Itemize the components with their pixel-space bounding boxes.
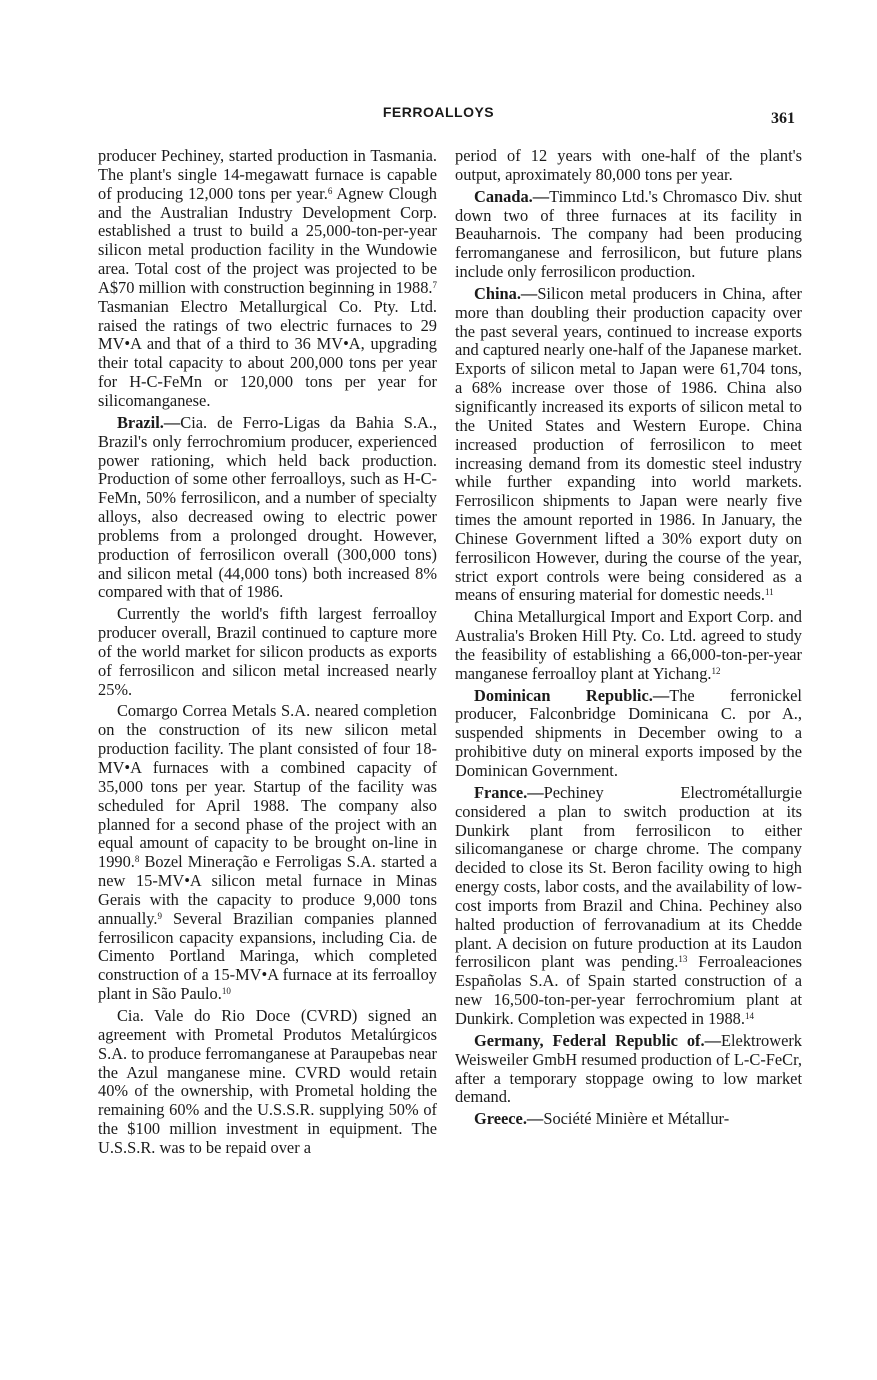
- left-column: [98, 147, 437, 1161]
- paragraph-text: Cia. Vale do Rio Doce (CVRD) signed an agreement with Prometal Produtos Metalúrgicos S.A. to produce ferromanganese at Paraupebas near the Azul manganese mine. CVRD would retain 40% of the ownership, with Prometal holding the remaining 60% and the U.S.S.R. supplying 50% of the $100 million investment in equipment. The U.S.S.R. was to be repaid over a: [98, 1005, 437, 1157]
- paragraph: [455, 687, 802, 781]
- section-heading: Canada.—: [474, 186, 550, 206]
- paragraph: [455, 147, 802, 185]
- section-heading: China.—: [474, 283, 538, 303]
- paragraph-text: China Metallurgical Import and Export Corp. and Australia's Broken Hill Pty. Co. Ltd. agreed to study the feasibility of establishing a 66,000-ton-per-year manganese ferroalloy plant at Yichang.: [455, 607, 802, 683]
- footnote-ref: 14: [744, 1010, 754, 1021]
- paragraph-text: Agnew Clough and the Australian Industry Development Corp. established a trust to build a 25,000-ton-per-year silicon metal production facility in the Wundowie area. Total cost of the project was projected to be A$70 million with construction beginning in 1988.: [98, 183, 437, 297]
- paragraph: [455, 1032, 802, 1107]
- paragraph-text: Tasmanian Electro Metallurgical Co. Pty. Ltd. raised the ratings of two electric furnaces to 29 MV•A and that of a third to 36 MV•A, upgrading their total capacity to about 200,000 tons per year for H-C-FeMn or 120,000 tons per year for silicomanganese.: [98, 296, 437, 410]
- paragraph-text: Elektrowerk Weisweiler GmbH resumed production of L-C-FeCr, after a temporary stoppage owing to low market demand.: [455, 1030, 802, 1107]
- paragraph-text: Silicon metal producers in China, after more than doubling their production capacity over the past several years, continued to increase exports and captured nearly one-half of the Japanese market. Exports of silicon metal to Japan were 61,704 tons, a 68% increase over those of 1986. China also significantly increased its exports of silicon metal to the United States and Western Europe. China increased production of ferrosilicon to meet increasing demand from its domestic steel industry while further expanding into world markets. Ferrosilicon shipments to Japan were nearly five times the amount reported in 1986. In January, the Chinese Government lifted a 30% export duty on ferrosilicon However, during the course of the year, strict export controls were being considered as a means of ensuring material for domestic needs.: [455, 283, 802, 605]
- paragraph-text: Comargo Correa Metals S.A. neared completion on the construction of its new silicon metal production facility. The plant consisted of four 18-MV•A furnaces with a combined capacity of 35,000 tons per year. Startup of the facility was scheduled for April 1988. The company also planned for a second phase of the project with an equal amount of capacity to be brought on-line in 1990.: [98, 701, 437, 872]
- paragraph-text: Currently the world's fifth largest ferroalloy producer overall, Brazil continued to capture more of the world market for silicon products as exports of ferrosilicon and silicon metal increased nearly 25%.: [98, 604, 437, 699]
- paragraph: [98, 414, 437, 602]
- footnote-ref: 7: [432, 279, 437, 290]
- paragraph-text: Several Brazilian companies planned ferrosilicon capacity expansions, including Cia. de Cimento Portland Maringa, which completed construction of a 15-MV•A furnace at its ferroalloy plant in São Paulo.: [98, 908, 437, 1004]
- footnote-ref: 9: [157, 910, 162, 921]
- paragraph: [455, 608, 802, 683]
- paragraph: [455, 285, 802, 605]
- paragraph-text: Ferroaleaciones Españolas S.A. of Spain started construction of a new 16,500-ton-per-year ferrochromium plant at Dunkirk. Completion was expected in 1988.: [455, 952, 802, 1028]
- section-heading: France.—: [474, 782, 544, 802]
- page-number: 361: [771, 110, 795, 127]
- paragraph: [98, 702, 437, 1004]
- footnote-ref: 10: [221, 986, 231, 997]
- section-heading: Brazil.—: [117, 412, 181, 432]
- paragraph: [98, 147, 437, 411]
- footnote-ref: 13: [678, 954, 688, 965]
- paragraph-text: The ferronickel producer, Falconbridge Dominicana C. por A., suspended shipments in December owing to a prohibitive duty on mineral exports imposed by the Dominican Government.: [455, 685, 802, 780]
- footnote-ref: 11: [764, 587, 774, 598]
- paragraph: [98, 1007, 437, 1158]
- paragraph: [455, 1110, 802, 1129]
- paragraph-text: period of 12 years with one-half of the plant's output, aproximately 80,000 tons per year.: [455, 146, 802, 184]
- paragraph-text: Société Minière et Métallur-: [543, 1109, 730, 1129]
- running-title: FERROALLOYS: [382, 104, 495, 120]
- section-heading: Greece.—: [474, 1109, 544, 1129]
- right-column: [455, 147, 802, 1132]
- paragraph-text: Pechiney Electrométallurgie considered a plan to switch production at its Dunkirk plant from ferrosilicon to either silicomanganese or charge chrome. The company decided to close its St. Beron facility owing to high energy costs, labor costs, and the availability of low-cost imports from Brazil and China. Pechiney also halted production of ferrovanadium at its Chedde plant. A decision on future production at its Laudon ferrosilicon plant was pending.: [455, 782, 802, 972]
- paragraph-text: Cia. de Ferro-Ligas da Bahia S.A., Brazil's only ferrochromium producer, experienced power rationing, which held back production. Production of some other ferroalloys, such as H-C-FeMn, 50% ferrosilicon, and a number of specialty alloys, also decreased owing to electric power problems from a prolonged drought. However, production of ferrosilicon overall (300,000 tons) and silicon metal (44,000 tons) both increased 8% compared with that of 1986.: [98, 412, 437, 602]
- paragraph-text: Bozel Mineração e Ferroligas S.A. started a new 15-MV•A silicon metal furnace in Minas Gerais with the capacity to produce 9,000 tons annually.: [98, 852, 437, 928]
- paragraph-text: producer Pechiney, started production in Tasmania. The plant's single 14-megawatt furnace is capable of producing 12,000 tons per year.: [98, 146, 437, 203]
- paragraph: [98, 605, 437, 699]
- section-heading: Germany, Federal Republic of.—: [474, 1030, 721, 1050]
- paragraph-text: Timminco Ltd.'s Chromasco Div. shut down two of three furnaces at its facility in Beauharnois. The company had been producing ferromanganese and ferrosilicon, but future plans include only ferrosilicon production.: [455, 186, 802, 282]
- footnote-ref: 6: [327, 185, 333, 196]
- paragraph: [455, 188, 802, 282]
- footnote-ref: 8: [134, 854, 140, 865]
- paragraph: [455, 784, 802, 1029]
- footnote-ref: 12: [711, 665, 721, 676]
- section-heading: Dominican Republic.—: [474, 685, 670, 705]
